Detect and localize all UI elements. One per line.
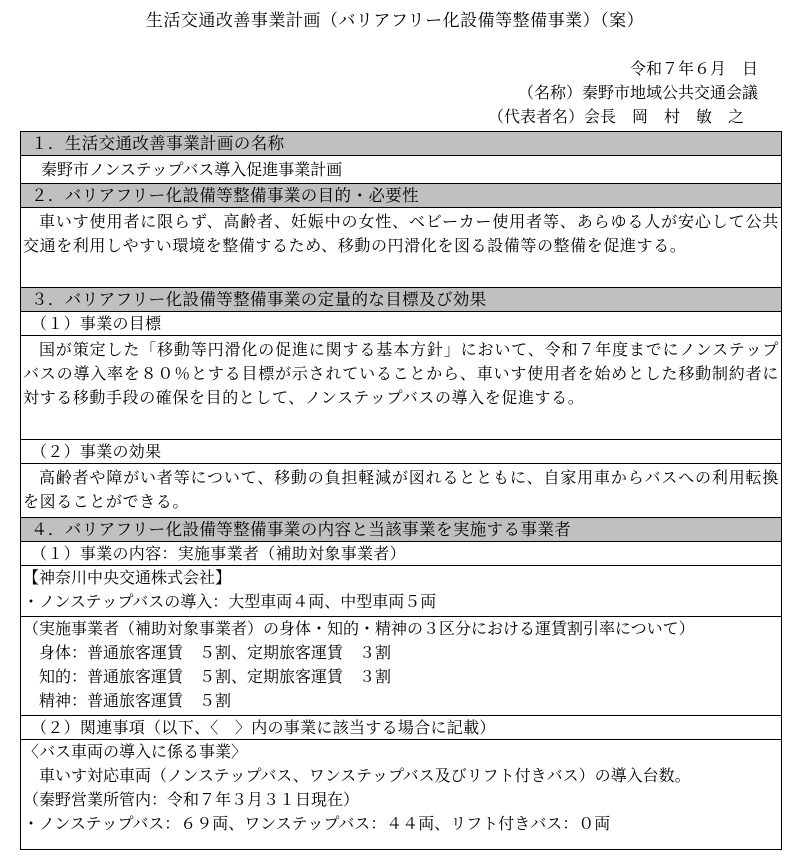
- section-4-sub-content: （１）事業の内容：実施事業者（補助対象事業者）: [21, 542, 781, 566]
- section-3-sub-effect: （２）事業の効果: [21, 440, 781, 464]
- organization-name: （名称）秦野市地域公共交通会議: [517, 83, 758, 102]
- section-3-heading: ３．バリアフリー化設備等整備事業の定量的な目標及び効果: [21, 288, 781, 312]
- plan-name: 秦野市ノンステップバス導入促進事業計画: [21, 156, 781, 184]
- operator-block: [21, 566, 781, 617]
- office-scope: （秦野営業所管内：令和７年３月３１日現在）: [23, 790, 360, 809]
- related-block: [21, 740, 781, 850]
- fare-physical: 身体：普通旅客運賃 ５割、定期旅客運賃 ３割: [39, 643, 392, 662]
- plan-table: [20, 131, 782, 850]
- document-title: 生活交通改善事業計画（バリアフリー化設備等整備事業）（案）: [145, 11, 645, 31]
- fare-mental: 精神：普通旅客運賃 ５割: [39, 691, 232, 710]
- section-3-sub-goal: （１）事業の目標: [21, 312, 781, 336]
- vehicle-project-description: 車いす対応車両（ノンステップバス、ワンステップバス及びリフト付きバス）の導入台数。: [39, 766, 691, 785]
- vehicle-introduction: ・ノンステップバスの導入：大型車両４両、中型車両５両: [23, 592, 437, 611]
- section-4-heading: ４．バリアフリー化設備等整備事業の内容と当該事業を実施する事業者: [21, 518, 781, 542]
- document-date: 令和７年６月 日: [629, 59, 758, 78]
- section-2-body: 車いす使用者に限らず、高齢者、妊娠中の女性、ベビーカー使用者等、あらゆる人が安心して公共交通を利用しやすい環境を整備するため、移動の円滑化を図る設備等の整備を促進する。: [21, 208, 781, 288]
- vehicle-counts: ・ノンステップバス：６９両、ワンステップバス：４４両、リフト付きバス：０両: [23, 814, 611, 833]
- section-2-heading: ２．バリアフリー化設備等整備事業の目的・必要性: [21, 184, 781, 208]
- section-1-heading: １．生活交通改善事業計画の名称: [21, 132, 781, 156]
- section-3-effect-body: 高齢者や障がい者等について、移動の負担軽減が図れるとともに、自家用車からバスへの利用転換を図ることができる。: [21, 464, 781, 518]
- operator-company: 【神奈川中央交通株式会社】: [23, 568, 232, 587]
- section-3-goal-body: 国が策定した「移動等円滑化の促進に関する基本方針」において、令和７年度までにノンステップバスの導入率を８０％とする目標が示されていることから、車いす使用者を始めとした移動制約者に対する移動手段の確保を目的として、ノンステップバスの導入を促進する。: [21, 336, 781, 440]
- fare-discount-title: （実施事業者（補助対象事業者）の身体・知的・精神の３区分における運賃割引率について）: [23, 619, 695, 638]
- vehicle-project-title: 〈バス車両の導入に係る事業〉: [23, 742, 248, 761]
- section-4-sub-related: （２）関連事項（以下、〈 〉内の事業に該当する場合に記載）: [21, 716, 781, 740]
- fare-intellectual: 知的：普通旅客運賃 ５割、定期旅客運賃 ３割: [39, 667, 392, 686]
- representative-name: （代表者名）会長 岡 村 敏 之: [487, 107, 744, 126]
- fare-discount-block: [21, 617, 781, 716]
